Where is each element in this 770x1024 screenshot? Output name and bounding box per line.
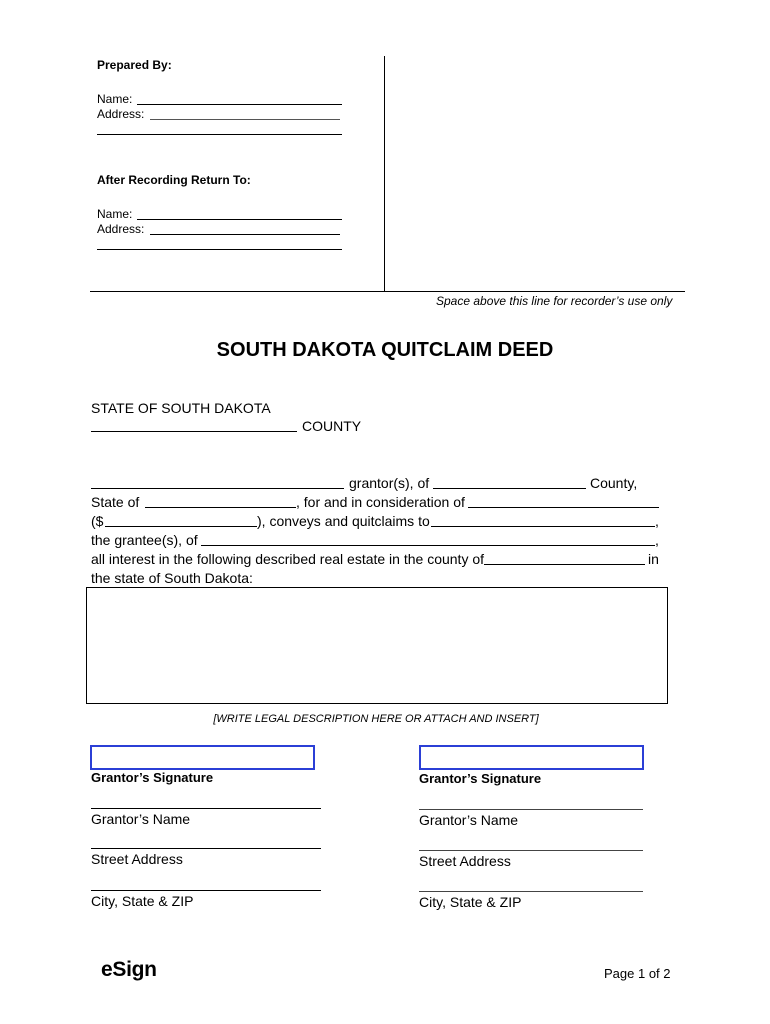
- legal-description-box[interactable]: [86, 587, 668, 704]
- legal-description-note: [WRITE LEGAL DESCRIPTION HERE OR ATTACH AND INSERT]: [213, 713, 539, 725]
- state-line: STATE OF SOUTH DAKOTA: [91, 400, 271, 416]
- city-state-zip-line-2[interactable]: [419, 891, 643, 892]
- county-label: COUNTY: [302, 418, 362, 434]
- comma-text-1: ,: [655, 513, 659, 529]
- prepared-by-address-line-2[interactable]: [97, 134, 342, 135]
- comma-text-2: ,: [655, 532, 659, 548]
- dollar-open-text: ($: [91, 513, 104, 529]
- conveys-text: ), conveys and quitclaims to: [257, 513, 430, 529]
- grantor-signature-field-2[interactable]: [419, 745, 644, 770]
- grantor-signature-field-1[interactable]: [90, 745, 315, 770]
- grantee-name-field[interactable]: [431, 526, 655, 527]
- prepared-by-heading: Prepared By:: [97, 58, 172, 72]
- prepared-by-name-label: Name:: [97, 92, 133, 106]
- grantor-name-line-1[interactable]: [91, 808, 321, 809]
- grantor-state-field[interactable]: [145, 507, 296, 508]
- city-state-zip-label-2: City, State & ZIP: [419, 894, 522, 910]
- grantor-county-field[interactable]: [433, 488, 586, 489]
- interest-text: all interest in the following described real estate in the county of: [91, 551, 485, 567]
- return-to-address-label: Address:: [97, 222, 145, 236]
- street-address-label-1: Street Address: [91, 851, 183, 867]
- street-address-line-2[interactable]: [419, 850, 643, 851]
- street-address-line-1[interactable]: [91, 848, 321, 849]
- grantee-address-field[interactable]: [201, 545, 655, 546]
- street-address-label-2: Street Address: [419, 853, 511, 869]
- in-text: in: [648, 551, 659, 567]
- grantor-name-field[interactable]: [91, 488, 344, 489]
- grantor-of-text: grantor(s), of: [349, 475, 430, 491]
- esign-logo: eSign: [101, 958, 157, 981]
- county-text: County,: [590, 475, 638, 491]
- city-state-zip-line-1[interactable]: [91, 890, 321, 891]
- recorder-divider-horizontal: [90, 291, 685, 292]
- grantor-signature-label-2: Grantor’s Signature: [419, 771, 542, 786]
- state-sd-text: the state of South Dakota:: [91, 570, 253, 586]
- recorder-divider-vertical: [384, 56, 385, 292]
- property-county-field[interactable]: [484, 564, 645, 565]
- consideration-text: , for and in consideration of: [296, 494, 465, 510]
- recorder-note: Space above this line for recorder’s use only: [436, 294, 673, 308]
- county-input-line[interactable]: [91, 431, 297, 432]
- return-to-heading: After Recording Return To:: [97, 173, 251, 187]
- grantor-name-line-2[interactable]: [419, 809, 643, 810]
- grantee-of-text: the grantee(s), of: [91, 532, 198, 548]
- prepared-by-address-line[interactable]: [150, 119, 340, 120]
- return-to-address-line-2[interactable]: [97, 249, 342, 250]
- grantor-signature-label-1: Grantor’s Signature: [91, 770, 214, 785]
- prepared-by-address-label: Address:: [97, 107, 145, 121]
- page-number: Page 1 of 2: [604, 966, 671, 981]
- return-to-name-line[interactable]: [137, 219, 342, 220]
- page-title: SOUTH DAKOTA QUITCLAIM DEED: [216, 339, 554, 361]
- grantor-name-label-2: Grantor’s Name: [419, 812, 519, 828]
- grantor-name-label-1: Grantor’s Name: [91, 811, 191, 827]
- consideration-amount-field[interactable]: [105, 526, 257, 527]
- state-of-text: State of: [91, 494, 140, 510]
- consideration-words-field[interactable]: [468, 507, 659, 508]
- prepared-by-name-line[interactable]: [137, 104, 342, 105]
- return-to-address-line[interactable]: [150, 234, 340, 235]
- city-state-zip-label-1: City, State & ZIP: [91, 893, 194, 909]
- return-to-name-label: Name:: [97, 207, 133, 221]
